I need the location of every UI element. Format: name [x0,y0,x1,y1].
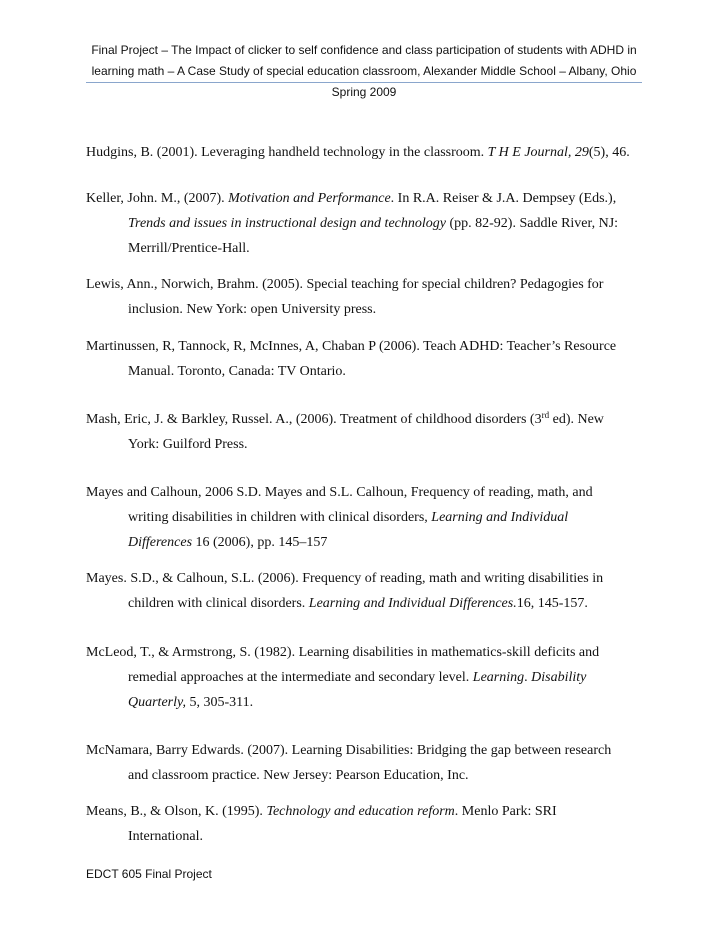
ref-text: Mayes and Calhoun, 2006 S.D. Mayes and S.L. Calhoun, Frequency of reading, math, and [86,485,593,500]
ref-text: . Menlo Park: SRI [454,804,557,819]
ref-text: Martinussen, R, Tannock, R, McInnes, A, Chaban P (2006). Teach ADHD: Teacher’s Resource [86,339,617,354]
ref-text: McLeod, T., & Armstrong, S. (1982). Learning disabilities in mathematics-skill deficits and [86,645,600,660]
ref-text: York: Guilford Press. [128,437,248,452]
reference-hudgins [86,140,686,165]
ref-text: Means, B., & Olson, K. (1995). [86,804,267,819]
ref-text: (5), 46. [588,145,630,160]
ref-superscript: rd [541,410,550,420]
ref-text: Mash, Eric, J. & Barkley, Russel. A., (2006). Treatment of childhood disorders (3 [86,412,542,427]
ref-book: Trends and issues in instructional design and technology [128,216,446,231]
running-header [84,40,644,103]
ref-journal: T H E Journal, 29 [487,145,589,160]
ref-text: . [524,670,532,685]
header-line-1: Final Project – The Impact of clicker to self confidence and class participation of students with ADHD in [91,43,637,57]
ref-journal: Quarterly, [128,695,186,710]
ref-title: Technology and education reform [266,804,455,819]
reference-lewis [86,272,686,322]
reference-mayes-calhoun-2006 [86,480,686,555]
ref-journal: Learning and Individual Differences. [308,596,517,611]
reference-mcnamara [86,738,686,788]
ref-title: Motivation and Performance [228,191,391,206]
ref-journal: Learning [472,670,525,685]
ref-text: 5, 305-311. [185,695,254,710]
ref-text: Keller, John. M., (2007). [86,191,229,206]
ref-text: and classroom practice. New Jersey: Pearson Education, Inc. [128,768,469,783]
ref-text: McNamara, Barry Edwards. (2007). Learning Disabilities: Bridging the gap between research [86,743,612,758]
header-line-3: Spring 2009 [331,85,397,99]
ref-text: remedial approaches at the intermediate and secondary level. [128,670,473,685]
ref-journal: Learning and Individual [431,510,569,525]
reference-mash [86,407,686,457]
ref-text: inclusion. New York: open University press. [128,302,377,317]
header-line-2: learning math – A Case Study of special education classroom, Alexander Middle School – Albany, Ohio [91,64,637,78]
ref-text: Mayes. S.D., & Calhoun, S.L. (2006). Frequency of reading, math and writing disabilities in [86,571,604,586]
reference-means [86,799,686,849]
ref-text: Hudgins, B. (2001). Leveraging handheld technology in the classroom. [86,145,488,160]
ref-text: ed). New [549,412,604,427]
reference-mayes [86,566,686,616]
ref-text: 16 (2006), pp. 145–157 [192,535,328,550]
ref-text: Manual. Toronto, Canada: TV Ontario. [128,364,346,379]
ref-text: Lewis, Ann., Norwich, Brahm. (2005). Special teaching for special children? Pedagogies for [86,277,604,292]
ref-text: . In R.A. Reiser & J.A. Dempsey (Eds.), [390,191,617,206]
reference-martinussen [86,334,686,384]
ref-text: Merrill/Prentice-Hall. [128,241,250,256]
ref-text: International. [128,829,204,844]
ref-journal: Differences [128,535,193,550]
ref-journal: Disability [531,670,587,685]
ref-text: children with clinical disorders. [128,596,309,611]
page-footer: EDCT 605 Final Project [86,867,212,881]
reference-mcleod [86,640,686,715]
reference-keller [86,186,686,261]
header-rule [86,82,642,83]
ref-text: (pp. 82-92). Saddle River, NJ: [445,216,619,231]
ref-text: 16, 145-157. [516,596,588,611]
ref-text: writing disabilities in children with clinical disorders, [128,510,432,525]
